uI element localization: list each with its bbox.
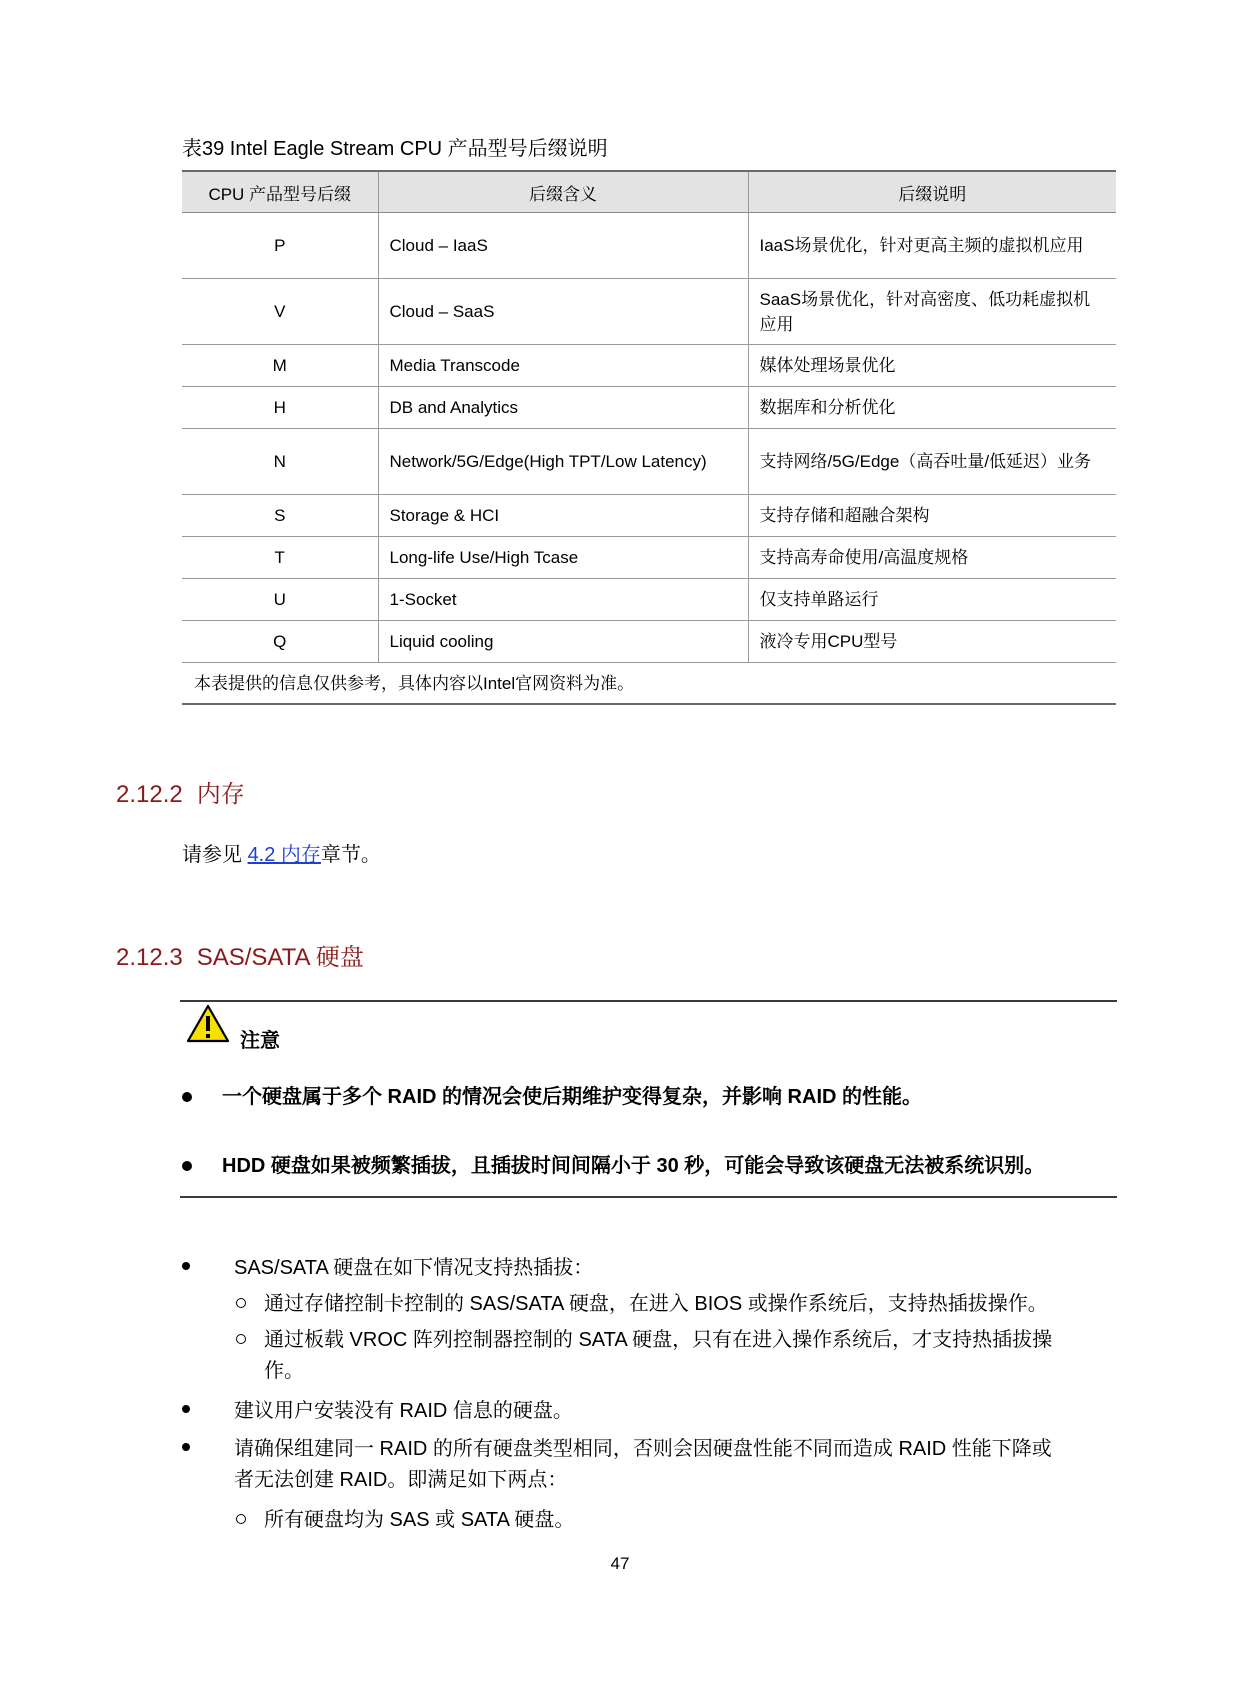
paragraph-text: 请参见	[182, 844, 248, 866]
cell-description: 支持存储和超融合架构	[748, 495, 1116, 537]
memory-section-link[interactable]: 4.2 内存	[247, 844, 321, 866]
cell-description: 仅支持单路运行	[748, 579, 1116, 621]
cell-description: 数据库和分析优化	[748, 387, 1116, 429]
cell-suffix: H	[182, 387, 378, 429]
cell-suffix: S	[182, 495, 378, 537]
table-note: 本表提供的信息仅供参考，具体内容以Intel官网资料为准。	[182, 663, 1116, 705]
bullet-icon	[182, 1443, 190, 1451]
cell-meaning: Network/5G/Edge(High TPT/Low Latency)	[378, 429, 748, 495]
cell-description: 媒体处理场景优化	[748, 345, 1116, 387]
list-item: 请确保组建同一 RAID 的所有硬盘类型相同，否则会因硬盘性能不同而造成 RAID 性能下降或	[234, 1438, 1052, 1460]
cell-description: IaaS场景优化，针对更高主频的虚拟机应用	[748, 213, 1116, 279]
section-number: 2.12.2	[116, 781, 183, 808]
page-number: 47	[610, 1554, 630, 1573]
cell-suffix: T	[182, 537, 378, 579]
cell-suffix: N	[182, 429, 378, 495]
list-item: 通过板载 VROC 阵列控制器控制的 SATA 硬盘，只有在进入操作系统后，才支持热插拔操	[264, 1329, 1053, 1351]
cell-meaning: Long-life Use/High Tcase	[378, 537, 748, 579]
cell-suffix: U	[182, 579, 378, 621]
table-row	[182, 429, 1116, 495]
table-row	[182, 213, 1116, 279]
notice-item: 一个硬盘属于多个 RAID 的情况会使后期维护变得复杂，并影响 RAID 的性能。	[222, 1086, 922, 1108]
header-suffix: CPU 产品型号后缀	[182, 171, 378, 213]
list-item: 所有硬盘均为 SAS 或 SATA 硬盘。	[264, 1509, 575, 1531]
notice-item: HDD 硬盘如果被频繁插拔，且插拔时间间隔小于 30 秒，可能会导致该硬盘无法被系统识别。	[222, 1155, 1045, 1177]
paragraph-text: 章节。	[320, 844, 381, 866]
cell-meaning: Liquid cooling	[378, 621, 748, 663]
list-item-continuation: 作。	[264, 1360, 304, 1382]
table-row	[182, 579, 1116, 621]
section-number: 2.12.3	[116, 944, 183, 971]
memory-paragraph	[182, 838, 381, 867]
section-heading-memory	[116, 774, 245, 809]
section-title: SAS/SATA 硬盘	[196, 944, 364, 971]
header-description: 后缀说明	[748, 171, 1116, 213]
table-header-row	[182, 171, 1116, 213]
header-meaning: 后缀含义	[378, 171, 748, 213]
cpu-suffix-table	[182, 170, 1116, 705]
cell-description: 支持高寿命使用/高温度规格	[748, 537, 1116, 579]
notice-title: 注意	[240, 1030, 280, 1052]
bullet-icon	[182, 1161, 192, 1171]
list-item: SAS/SATA 硬盘在如下情况支持热插拔：	[234, 1257, 594, 1279]
table-row	[182, 495, 1116, 537]
sub-bullet-icon	[236, 1334, 246, 1344]
cell-description: 液冷专用CPU型号	[748, 621, 1116, 663]
cell-suffix: V	[182, 279, 378, 345]
cell-suffix: Q	[182, 621, 378, 663]
bullet-icon	[182, 1405, 190, 1413]
warning-icon	[186, 1004, 230, 1044]
notice-bottom-rule	[180, 1196, 1117, 1198]
table-row	[182, 279, 1116, 345]
cell-meaning: DB and Analytics	[378, 387, 748, 429]
list-item: 建议用户安装没有 RAID 信息的硬盘。	[234, 1400, 573, 1422]
table-row	[182, 387, 1116, 429]
sub-bullet-icon	[236, 1298, 246, 1308]
cell-description: SaaS场景优化，针对高密度、低功耗虚拟机应用	[748, 279, 1116, 345]
cell-meaning: Cloud – IaaS	[378, 213, 748, 279]
cell-description: 支持网络/5G/Edge（高吞吐量/低延迟）业务	[748, 429, 1116, 495]
sub-bullet-icon	[236, 1514, 246, 1524]
bullet-icon	[182, 1092, 192, 1102]
bullet-icon	[182, 1262, 190, 1270]
section-heading-disk	[116, 937, 364, 972]
cell-meaning: Media Transcode	[378, 345, 748, 387]
table-row	[182, 621, 1116, 663]
cell-meaning: 1-Socket	[378, 579, 748, 621]
cell-meaning: Cloud – SaaS	[378, 279, 748, 345]
table-note-row	[182, 663, 1116, 705]
cell-suffix: M	[182, 345, 378, 387]
cell-suffix: P	[182, 213, 378, 279]
list-item: 通过存储控制卡控制的 SAS/SATA 硬盘，在进入 BIOS 或操作系统后，支持热插拔操作。	[264, 1293, 1048, 1315]
cell-meaning: Storage & HCI	[378, 495, 748, 537]
notice-top-rule	[180, 1000, 1117, 1002]
list-item-continuation: 者无法创建 RAID。即满足如下两点：	[234, 1469, 568, 1491]
table-caption: 表39 Intel Eagle Stream CPU 产品型号后缀说明	[182, 138, 608, 160]
table-row	[182, 345, 1116, 387]
table-row	[182, 537, 1116, 579]
section-title: 内存	[196, 781, 245, 808]
